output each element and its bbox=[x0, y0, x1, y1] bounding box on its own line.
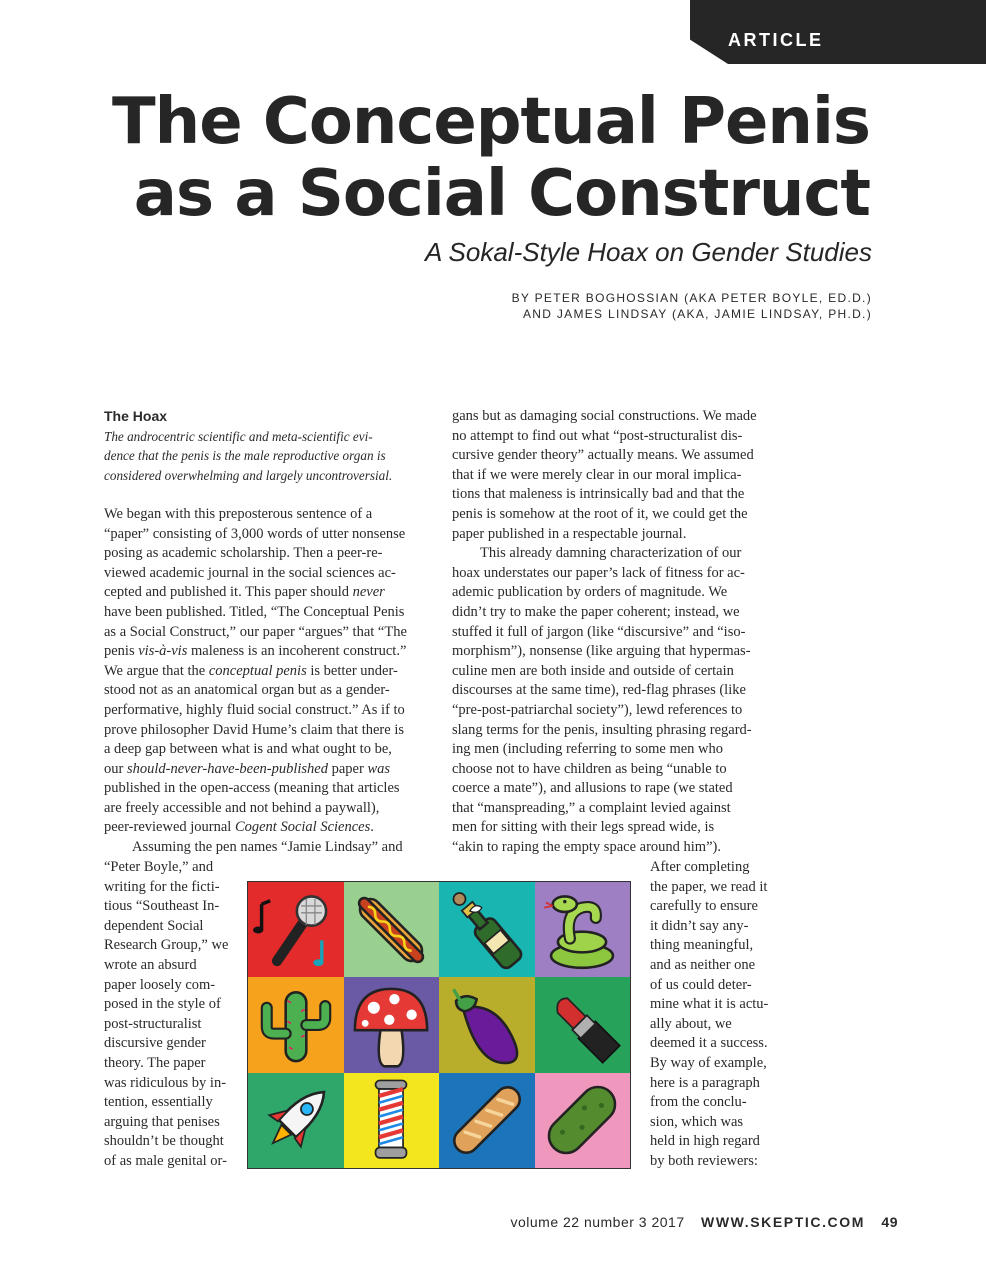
body-line: sion, which was bbox=[650, 1113, 744, 1130]
body-line: and as neither one bbox=[650, 956, 756, 973]
website-link[interactable]: WWW.SKEPTIC.COM bbox=[701, 1214, 866, 1230]
hotdog-icon bbox=[348, 887, 434, 973]
illustration-cell bbox=[344, 977, 440, 1072]
body-line: penis is somehow at the root of it, we could get the bbox=[452, 505, 748, 522]
page-title bbox=[112, 86, 870, 230]
emphasis: never bbox=[352, 584, 385, 601]
right-column bbox=[452, 407, 792, 858]
body-line: have been published. Titled, “The Conceptual Penis bbox=[104, 603, 405, 620]
left-wrap-text bbox=[104, 858, 244, 1172]
abstract bbox=[104, 427, 434, 486]
body-line: it didn’t say any- bbox=[650, 917, 749, 934]
body-line: tions that maleness is intrinsically bad and that the bbox=[452, 486, 745, 503]
body-line: “Peter Boyle,” and bbox=[104, 859, 214, 875]
illustration-cell bbox=[248, 1073, 344, 1168]
body-line: writing for the ficti- bbox=[104, 878, 220, 895]
body-line: thing meaningful, bbox=[650, 937, 754, 954]
champagne-bottle-icon bbox=[444, 887, 530, 973]
body-line: By way of example, bbox=[650, 1054, 767, 1071]
body-line: stood not as an anatomical organ but as a gender- bbox=[104, 682, 390, 699]
right-wrap-text bbox=[650, 858, 800, 1172]
body-line: by both reviewers: bbox=[650, 1152, 758, 1169]
body-line: from the conclu- bbox=[650, 1094, 747, 1111]
body-line: Research Group,” we bbox=[104, 937, 229, 954]
body-line: discourses at the same time), red-flag phrases (like bbox=[452, 682, 746, 699]
body-line: paper loosely com- bbox=[104, 976, 216, 993]
body-line: “pre-post-patriarchal society”), lewd references to bbox=[452, 701, 743, 718]
emphasis: was bbox=[367, 760, 391, 777]
body-line: “akin to raping the empty space around him”). bbox=[452, 839, 721, 856]
body-line: “paper” consisting of 3,000 words of utter nonsense bbox=[104, 525, 406, 542]
body-line: as a Social Construct,” our paper “argues” that “The bbox=[104, 623, 407, 640]
body-line: of as male genital or- bbox=[104, 1152, 227, 1169]
body-line: gans but as damaging social constructions. We made bbox=[452, 408, 757, 424]
body-line: that “manspreading,” a complaint levied against bbox=[452, 799, 731, 816]
body-line: carefully to ensure bbox=[650, 898, 758, 915]
body-line: arguing that penises bbox=[104, 1113, 220, 1130]
byline bbox=[512, 290, 872, 322]
illustration-cell bbox=[439, 1073, 535, 1168]
illustration-grid bbox=[247, 881, 631, 1169]
microphone-icon bbox=[253, 887, 339, 973]
snake-icon bbox=[539, 887, 625, 973]
issue-info: volume 22 number 3 2017 bbox=[510, 1214, 685, 1230]
illustration-cell bbox=[248, 977, 344, 1072]
illustration-cell bbox=[439, 977, 535, 1072]
left-column bbox=[104, 407, 434, 858]
body-line: We argue that the conceptual penis is better under- bbox=[104, 662, 398, 679]
barber-pole-icon bbox=[348, 1077, 434, 1163]
body-line: morphism”), nonsense (like arguing that hypermas- bbox=[452, 643, 751, 660]
title-line-1: The Conceptual Penis bbox=[111, 85, 870, 159]
body-line: deemed it a success. bbox=[650, 1035, 768, 1052]
subtitle: A Sokal-Style Hoax on Gender Studies bbox=[424, 237, 872, 267]
title-line-2: as a Social Construct bbox=[133, 157, 870, 231]
body-line: choose not to have children as being “unable to bbox=[452, 760, 727, 777]
byline-line-1: BY PETER BOGHOSSIAN (AKA PETER BOYLE, ED.D.) bbox=[511, 291, 872, 305]
illustration-cell bbox=[535, 882, 631, 977]
body-line: post-structuralist bbox=[104, 1015, 202, 1032]
body-line: performative, highly fluid social construct.” As if to bbox=[104, 701, 405, 718]
body-line: a deep gap between what is and what ought to be, bbox=[104, 741, 392, 758]
body-line: viewed academic journal in the social sciences ac- bbox=[104, 564, 396, 581]
section-tag: ARTICLE bbox=[728, 30, 824, 50]
body-line: tious “Southeast In- bbox=[104, 898, 220, 915]
body-line: cursive gender theory” actually means. We assumed bbox=[452, 447, 754, 464]
journal-name: Cogent Social Sciences bbox=[234, 819, 371, 836]
body-line: posed in the style of bbox=[104, 996, 221, 1013]
emphasis: conceptual penis bbox=[208, 662, 307, 679]
illustration-cell bbox=[248, 882, 344, 977]
body-line: cepted and published it. This paper should never bbox=[104, 584, 385, 601]
emphasis: vis-à-vis bbox=[138, 643, 188, 660]
eggplant-icon bbox=[444, 982, 530, 1068]
byline-line-2: AND JAMES LINDSAY (AKA, JAMIE LINDSAY, PH.D.) bbox=[522, 307, 872, 321]
body-line: We began with this preposterous sentence of a bbox=[104, 505, 373, 522]
body-line: discursive gender bbox=[104, 1035, 206, 1052]
body-line: Assuming the pen names “Jamie Lindsay” and bbox=[132, 839, 403, 856]
body-line: culine men are both inside and outside of certain bbox=[452, 662, 734, 679]
body-line: slang terms for the penis, insulting phrasing regard- bbox=[452, 721, 752, 738]
illustration-cell bbox=[344, 1073, 440, 1168]
body-line: didn’t try to make the paper coherent; instead, we bbox=[452, 603, 740, 620]
section-heading: The Hoax bbox=[104, 408, 168, 424]
mushroom-icon bbox=[348, 982, 434, 1068]
illustration-cell bbox=[535, 977, 631, 1072]
body-line: are freely accessible and not behind a paywall), bbox=[104, 799, 380, 816]
illustration-cell bbox=[535, 1073, 631, 1168]
body-line: here is a paragraph bbox=[650, 1074, 760, 1091]
body-line: no attempt to find out what “post-structuralist dis- bbox=[452, 427, 743, 444]
body-line: ademic publication by orders of magnitude. We bbox=[452, 584, 728, 601]
body-line: mine what it is actu- bbox=[650, 996, 769, 1013]
abstract-line: considered overwhelming and largely uncontroversial. bbox=[104, 467, 393, 483]
body-line: our should-never-have-been-published paper was bbox=[104, 760, 391, 777]
abstract-line: The androcentric scientific and meta-scientific evi- bbox=[104, 428, 373, 444]
body-line: the paper, we read it bbox=[650, 878, 768, 895]
page-footer bbox=[510, 1214, 898, 1230]
body-line: that if we were merely clear in our moral implica- bbox=[452, 466, 742, 483]
body-line: of us could deter- bbox=[650, 976, 752, 993]
page-number: 49 bbox=[881, 1214, 898, 1230]
body-line: published in the open-access (meaning that articles bbox=[104, 780, 400, 797]
body-line: shouldn’t be thought bbox=[104, 1133, 224, 1150]
body-line: coerce a mate”), and allusions to rape (we stated bbox=[452, 780, 733, 797]
body-line: penis vis-à-vis maleness is an incoherent construct.” bbox=[104, 643, 407, 660]
body-line: prove philosopher David Hume’s claim that there is bbox=[104, 721, 404, 738]
body-line: hoax understates our paper’s lack of fitness for ac- bbox=[452, 564, 745, 581]
body-line: wrote an absurd bbox=[104, 956, 197, 973]
body-line: paper published in a respectable journal. bbox=[452, 525, 687, 542]
lipstick-icon bbox=[539, 982, 625, 1068]
illustration-cell bbox=[439, 882, 535, 977]
body-line: men for sitting with their legs spread wide, is bbox=[452, 819, 715, 836]
body-line: stuffed it full of jargon (like “discursive” and “iso- bbox=[452, 623, 746, 640]
body-line: After completing bbox=[650, 859, 750, 875]
emphasis: should-never-have-been-published bbox=[126, 760, 328, 777]
body-line: held in high regard bbox=[650, 1133, 760, 1150]
pickle-icon bbox=[539, 1077, 625, 1163]
abstract-line: dence that the penis is the male reproductive organ is bbox=[104, 448, 386, 464]
body-line: tention, essentially bbox=[104, 1094, 213, 1111]
rocket-icon bbox=[253, 1077, 339, 1163]
body-line: ally about, we bbox=[650, 1015, 732, 1032]
illustration-cell bbox=[344, 882, 440, 977]
cactus-icon bbox=[253, 982, 339, 1068]
baguette-icon bbox=[444, 1077, 530, 1163]
body-line: This already damning characterization of our bbox=[480, 545, 742, 562]
body-line: peer-reviewed journal Cogent Social Sciences. bbox=[104, 819, 374, 836]
body-line: posing as academic scholarship. Then a peer-re- bbox=[104, 545, 383, 562]
body-line: dependent Social bbox=[104, 917, 204, 934]
body-line: theory. The paper bbox=[104, 1054, 206, 1071]
body-line: was ridiculous by in- bbox=[104, 1074, 227, 1091]
body-line: ing men (including referring to some men who bbox=[452, 741, 724, 758]
